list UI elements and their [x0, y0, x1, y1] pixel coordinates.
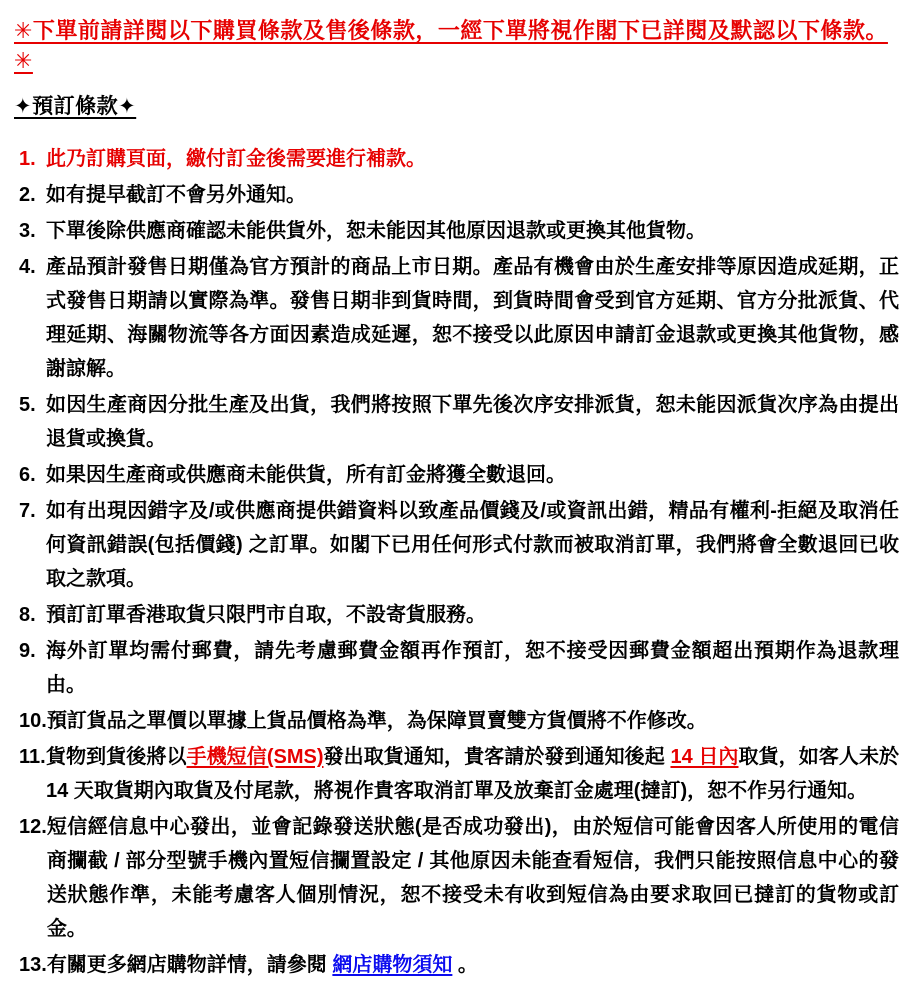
highlighted-red-text: 手機短信(SMS)	[186, 746, 324, 768]
term-number: 11.	[19, 746, 46, 768]
term-text	[46, 458, 899, 492]
term-text	[46, 214, 899, 248]
term-text-segment: 。	[452, 954, 478, 976]
term-number: 7.	[19, 500, 36, 522]
term-item-3	[10, 214, 899, 248]
top-notice-heading: ✳︎下單前請詳閱以下購買條款及售後條款，一經下單將視作閣下已詳閱及默認以下條款。✳︎	[14, 18, 888, 73]
term-text-segment: 如因生產商因分批生產及出貨，我們將按照下單先後次序安排派貨，恕未能因派貨次序為由提出退貨或換貨。	[46, 394, 899, 450]
term-number: 5.	[19, 394, 36, 416]
preorder-terms-list	[10, 142, 899, 982]
term-text	[46, 634, 899, 702]
term-text	[46, 250, 899, 386]
shop-notice-link[interactable]: 網店購物須知	[332, 954, 453, 976]
term-text-segment: 海外訂單均需付郵費，請先考慮郵費金額再作預訂，恕不接受因郵費金額超出預期作為退款理由。	[46, 640, 899, 696]
term-item-10	[10, 704, 899, 738]
term-text-segment: 如有出現因錯字及/或供應商提供錯資料以致產品價錢及/或資訊出錯，精品有權利-拒絕及取消任何資訊錯誤(包括價錢) 之訂單。如閣下已用任何形式付款而被取消訂單，我們將會全數退回已收取之款項。	[46, 500, 899, 590]
term-text	[47, 704, 899, 738]
term-number: 9.	[19, 640, 36, 662]
term-item-11	[10, 740, 899, 808]
term-text	[46, 388, 899, 456]
term-text-segment: 下單後除供應商確認未能供貨外，恕未能因其他原因退款或更換其他貨物。	[46, 220, 706, 242]
term-number: 1.	[19, 148, 36, 170]
term-text-segment: 如有提早截訂不會另外通知。	[46, 184, 306, 206]
term-text-segment: 取貨，如客人未於 14 天取貨期內取貨及付尾款，將視作貴客取消訂單及放棄訂金處理(撻訂)，恕不作另行通知。	[46, 746, 900, 802]
term-item-7	[10, 494, 899, 596]
term-item-8	[10, 598, 899, 632]
term-text	[46, 142, 899, 176]
term-text-segment: 此乃訂購頁面，繳付訂金後需要進行補款。	[46, 148, 426, 170]
term-text	[46, 740, 899, 808]
term-item-13	[10, 948, 899, 982]
term-number: 2.	[19, 184, 36, 206]
term-item-5	[10, 388, 899, 456]
term-text	[47, 810, 899, 946]
term-text-segment: 如果因生產商或供應商未能供貨，所有訂金將獲全數退回。	[46, 464, 566, 486]
term-item-1	[10, 142, 899, 176]
term-number: 8.	[19, 604, 36, 626]
term-text	[46, 494, 899, 596]
highlighted-red-text: 14 日內	[670, 746, 739, 768]
term-text-segment: 產品預計發售日期僅為官方預計的商品上市日期。產品有機會由於生產安排等原因造成延期，正式發售日期請以實際為準。發售日期非到貨時間，到貨時間會受到官方延期、官方分批派貨、代理延期、海關物流等各方面因素造成延遲，恕不接受以此原因申請訂金退款或更換其他貨物，感謝諒解。	[46, 256, 899, 380]
term-text-segment: 短信經信息中心發出，並會記錄發送狀態(是否成功發出)，由於短信可能會因客人所使用的電信商攔截 / 部分型號手機內置短信攔置設定 / 其他原因未能查看短信，我們只能按照信息中心的發送狀態作準，未能考慮客人個別情況，恕不接受未有收到短信為由要求取回已撻訂的貨物或訂金。	[46, 816, 899, 940]
term-item-6	[10, 458, 899, 492]
term-text-segment: 發出取貨通知，貴客請於發到通知後起	[323, 746, 671, 768]
term-text-segment: 預訂訂單香港取貨只限門市自取，不設寄貨服務。	[46, 604, 486, 626]
term-text	[46, 178, 899, 212]
term-item-9	[10, 634, 899, 702]
term-text-segment: 預訂貨品之單價以單據上貨品價格為準，為保障買賣雙方貨價將不作修改。	[46, 710, 707, 732]
term-item-2	[10, 178, 899, 212]
term-number: 4.	[19, 256, 36, 278]
term-text	[46, 598, 899, 632]
term-item-4	[10, 250, 899, 386]
term-number: 10.	[19, 710, 47, 732]
term-number: 13.	[19, 954, 47, 976]
term-text-segment: 貨物到貨後將以	[46, 746, 187, 768]
term-number: 3.	[19, 220, 36, 242]
section-title-preorder-terms: ✦預訂條款✦	[14, 95, 137, 118]
term-text	[47, 948, 899, 982]
term-item-12	[10, 810, 899, 946]
term-number: 12.	[19, 816, 47, 838]
term-number: 6.	[19, 464, 36, 486]
term-text-segment: 有關更多網店購物詳情，請參閱	[46, 954, 333, 976]
